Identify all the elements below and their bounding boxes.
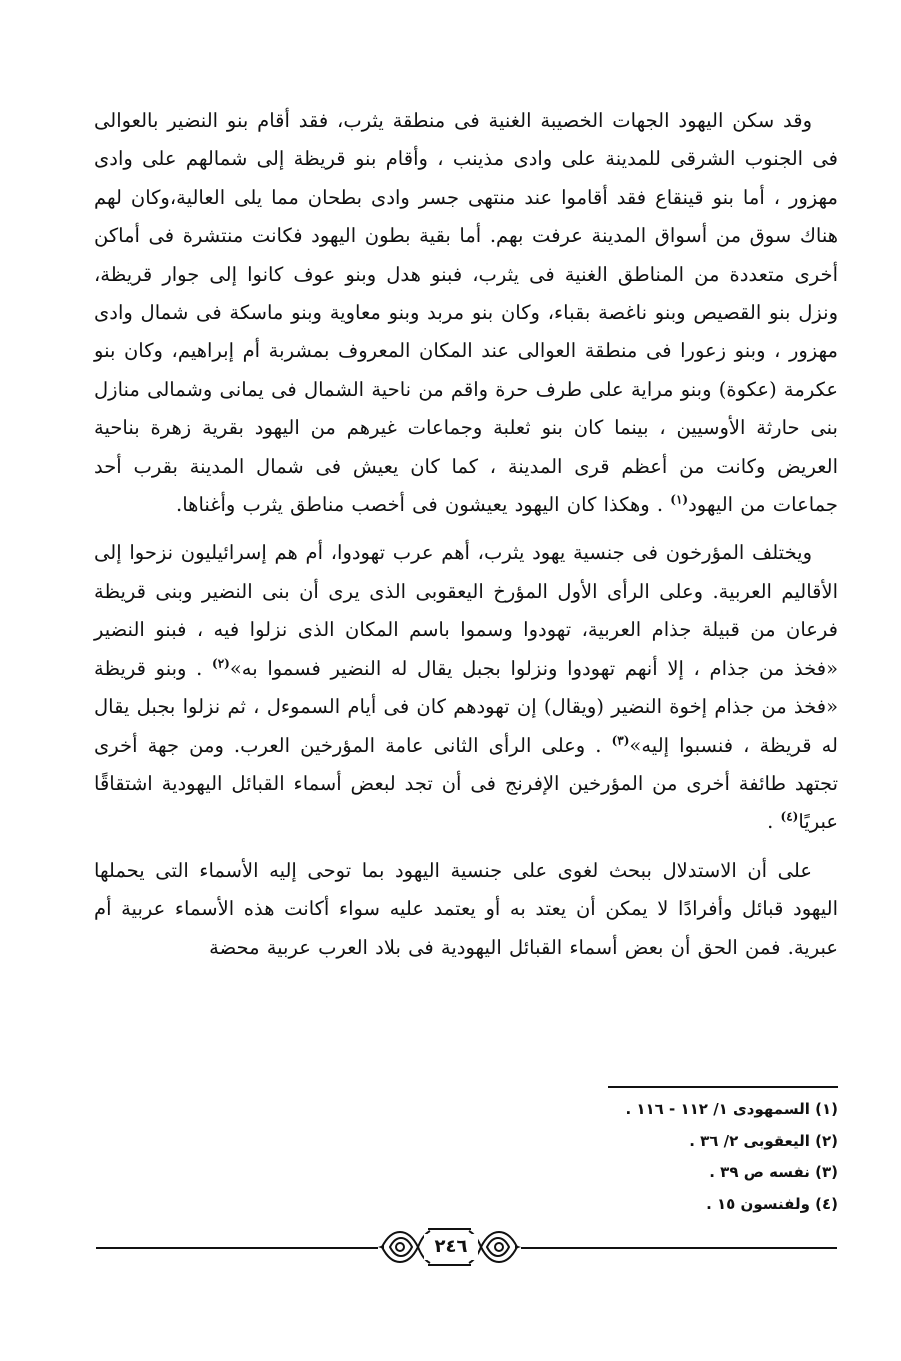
paragraph-2-text-a: ويختلف المؤرخون فى جنسية يهود يثرب، أهم عرب تهودوا، أم هم إسرائيليون نزحوا إلى الأقاليم العربية. وعلى الرأى الأول المؤرخ اليعقوبى الذى يرى أن بنى النضير وبنى قريظة فرعان من قبيلة جذام العربية، تهودوا وسموا باسم المكان الذى نزلوا فيه ، فبنو النضير «فخذ من جذام ، إلا أنهم تهودوا ونزلوا بجبل يقال له النضير فسموا به» xyxy=(94,541,839,680)
footnote-separator xyxy=(608,1086,838,1088)
paragraph-3-text: على أن الاستدلال ببحث لغوى على جنسية اليهود بما توحى إليه الأسماء التى يحملها اليهود قبائل وأفرادًا لا يمكن أن يعتد به أو يعتمد عليه سواء أكانت هذه الأسماء عربية أم عبرية. فمن الحق أن بعض أسماء القبائل اليهودية فى بلاد العرب عربية محضة xyxy=(94,858,838,959)
footnote-ref-1[interactable]: (١) xyxy=(670,492,689,507)
body-text xyxy=(94,102,838,967)
paragraph-1-text: وقد سكن اليهود الجهات الخصيبة الغنية فى منطقة يثرب، فقد أقام بنو النضير بالعوالى فى الجنوب الشرقى للمدينة على وادى مذينب ، وأقام بنو قريظة إلى شمالهم على وادى مهزور ، أما بنو قينقاع فقد أقاموا عند منتهى جسر وادى بطحان مما يلى العالية،وكان لهم هناك سوق من أسواق المدينة عرفت بهم. أما بقية بطون اليهود فكانت منتشرة فى أماكن أخرى متعددة من المناطق الغنية فى يثرب، فبنو هدل وبنو عوف كانوا إلى جوار قريظة، ونزل بنو القصيص وبنو ناغصة بقباء، وكان بنو مربد وبنو معاوية وبنو ماسكة فى شمال وادى مهزور ، وبنو زعورا فى منطقة العوالى عند المكان المعروف بمشربة أم إبراهيم، وكان بنو عكرمة (عكوة) وبنو مراية على طرف حرة واقم من ناحية الشمال فى يمانى وشمالى منازل بنى حارثة الأوسيين ، بينما كان بنو ثعلبة وجماعات غيرهم من اليهود بقرية زهرة بناحية العريض وكانت من أعظم قرى المدينة ، كما كان يعيش فى شمال المدينة بقرب أحد جماعات من اليهود xyxy=(94,109,838,517)
footnote-4: (٤) ولفنسون ١٥ . xyxy=(706,1194,838,1213)
page-number: ٢٤٦ xyxy=(424,1234,478,1260)
paragraph-2-text-b: . وبنو قريظة «فخذ من جذام إخوة النضير (ويقال) إن تهودهم كان فى أيام السموءل ، ثم نزلوا بجبل يقال له قريظة ، فنسبوا إليه» xyxy=(94,656,838,757)
paragraph-2-tail: . xyxy=(767,810,774,834)
footnote-3: (٣) نفسه ص ٣٩ . xyxy=(709,1163,838,1181)
footnote-ref-3[interactable]: (٣) xyxy=(611,733,630,747)
footnote-1: (١) السمهودى ١/ ١١٢ - ١١٦ . xyxy=(625,1100,838,1118)
footer-rule-left xyxy=(96,1247,378,1249)
footer-rule-right xyxy=(521,1247,837,1249)
paragraph-3 xyxy=(94,852,838,967)
paragraph-2 xyxy=(94,534,838,841)
footnote-ref-2[interactable]: (٢) xyxy=(212,656,230,671)
footnote-2: (٢) اليعقوبى ٢/ ٣٦ . xyxy=(689,1131,838,1150)
paragraph-2-text-c: . وعلى الرأى الثانى عامة المؤرخين العرب. ومن جهة أخرى تجتهد طائفة أخرى من المؤرخين الإفرنج فى أن تجد لبعض أسماء القبائل اليهودية اشتقاقًا عبريًا xyxy=(94,733,838,834)
footnotes xyxy=(438,1094,838,1220)
paragraph-1-tail: . وهكذا كان اليهود يعيشون فى أخصب مناطق يثرب وأغناها. xyxy=(176,493,664,517)
paragraph-1 xyxy=(94,102,838,524)
footnote-ref-4[interactable]: (٤) xyxy=(780,809,799,824)
